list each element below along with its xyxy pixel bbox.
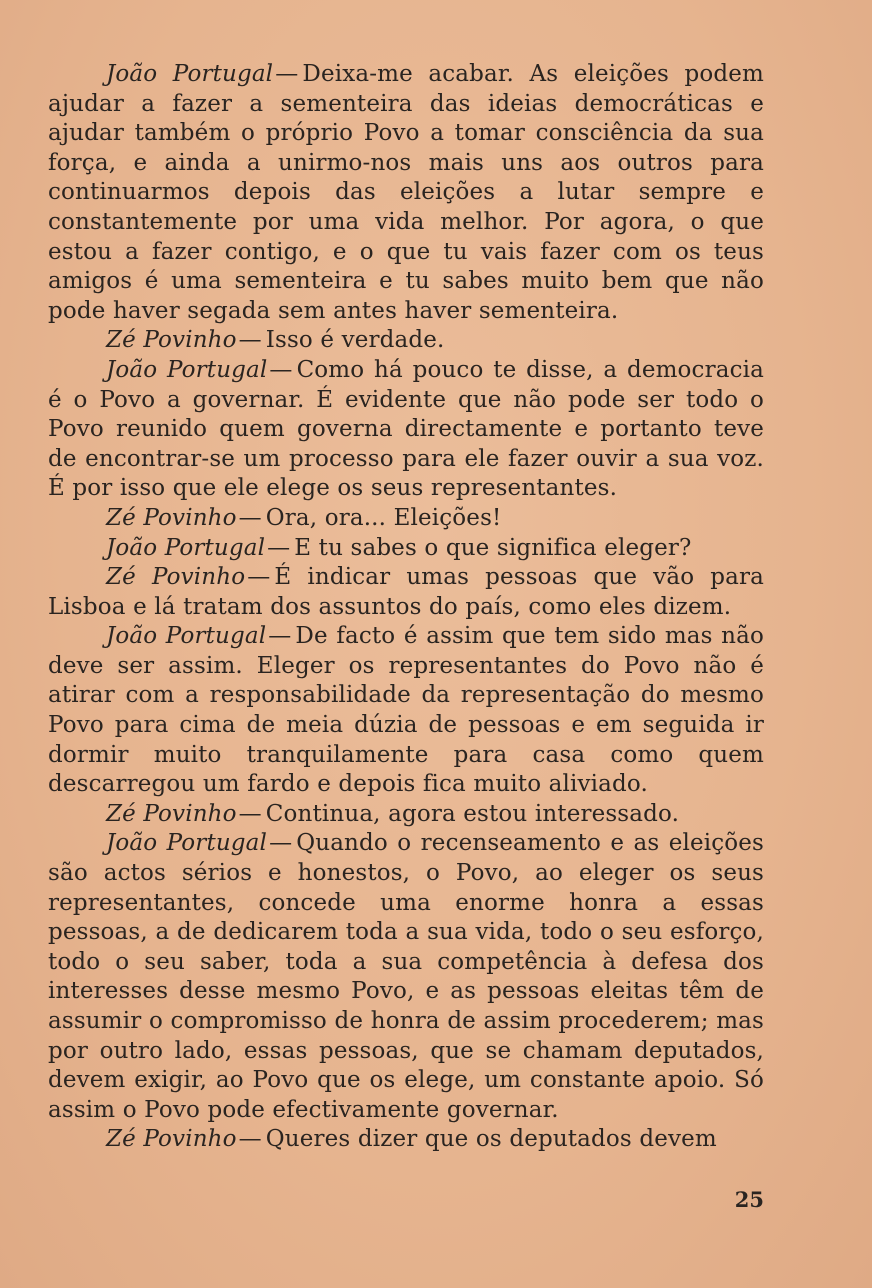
dialogue-paragraph: [48, 356, 764, 504]
speaker-name: Zé Povinho: [106, 800, 237, 827]
dialogue-dash: —: [238, 504, 262, 531]
dialogue-text: E tu sabes o que significa eleger?: [294, 534, 692, 561]
dialogue-text: De facto é assim que tem sido mas não deve ser assim. Eleger os representantes do Povo não é atirar com a responsabilidade da representação do mesmo Povo para cima de meia dúzia de pessoas e em seguida ir dormir muito tranquilamente para casa como quem descarregou um fardo e depois fica muito aliviado.: [48, 623, 764, 798]
dialogue-dash: —: [238, 1126, 262, 1153]
dialogue-dash: —: [269, 356, 293, 383]
dialogue-paragraph: [48, 563, 764, 622]
dialogue-text: Deixa-me acabar. As eleições podem ajudar a fazer a sementeira das ideias democráticas e ajudar também o próprio Povo a tomar consciência da sua força, e ainda a unirmo-nos mais uns aos outros para continuarmos depois das eleições a lutar sempre e constantemente por uma vida melhor. Por agora, o que estou a fazer contigo, e o que tu vais fazer com os teus amigos é uma sementeira e tu sabes muito bem que não pode haver segada sem antes haver sementeira.: [48, 61, 765, 324]
speaker-name: João Portugal: [106, 356, 268, 383]
dialogue-paragraph: [48, 326, 764, 356]
speaker-name: Zé Povinho: [106, 327, 237, 354]
book-page: [48, 60, 764, 1155]
dialogue-text: Queres dizer que os deputados devem: [265, 1126, 717, 1153]
dialogue-dash: —: [247, 564, 271, 591]
dialogue-text: Isso é verdade.: [265, 327, 445, 354]
dialogue-paragraph: [48, 1125, 764, 1155]
dialogue-text: Ora, ora... Eleições!: [265, 504, 502, 531]
dialogue-text: Quando o recenseamento e as eleições são actos sérios e honestos, o Povo, ao eleger os seus representantes, concede uma enorme honra a essas pessoas, a de dedicarem toda a sua vida, todo o seu esforço, todo o seu saber, toda a sua competência à defesa dos interesses desse mesmo Povo, e as pessoas eleitas têm de assumir o compromisso de honra de assim procederem; mas por outro lado, essas pessoas, que se chamam deputados, devem exigir, ao Povo que os elege, um constante apoio. Só assim o Povo pode efectivamente governar.: [48, 830, 765, 1123]
dialogue-dash: —: [238, 800, 262, 827]
dialogue-text: É indicar umas pessoas que vão para Lisboa e lá tratam dos assuntos do país, como eles dizem.: [48, 564, 764, 620]
dialogue-paragraph: [48, 504, 764, 534]
speaker-name: João Portugal: [106, 623, 267, 650]
dialogue-paragraph: [48, 800, 764, 830]
dialogue-paragraph: [48, 534, 764, 564]
dialogue-paragraph: [48, 60, 764, 326]
dialogue-dash: —: [269, 830, 293, 857]
speaker-name: João Portugal: [106, 534, 266, 561]
dialogue-paragraph: [48, 622, 764, 800]
dialogue-dash: —: [238, 327, 262, 354]
dialogue-dash: —: [275, 61, 299, 87]
dialogue-dash: —: [267, 534, 291, 561]
page-number: 25: [734, 1187, 764, 1212]
speaker-name: João Portugal: [106, 61, 274, 87]
speaker-name: Zé Povinho: [106, 1126, 237, 1153]
speaker-name: Zé Povinho: [106, 564, 246, 591]
speaker-name: Zé Povinho: [106, 504, 237, 531]
speaker-name: João Portugal: [106, 830, 268, 857]
dialogue-text: Como há pouco te disse, a democracia é o Povo a governar. É evidente que não pode ser todo o Povo reunido quem governa directamente e portanto teve de encontrar-se um processo para ele fazer ouvir a sua voz. É por isso que ele elege os seus representantes.: [48, 356, 764, 502]
dialogue-dash: —: [268, 623, 292, 650]
dialogue-paragraph: [48, 829, 764, 1125]
dialogue-text: Continua, agora estou interessado.: [265, 800, 680, 827]
